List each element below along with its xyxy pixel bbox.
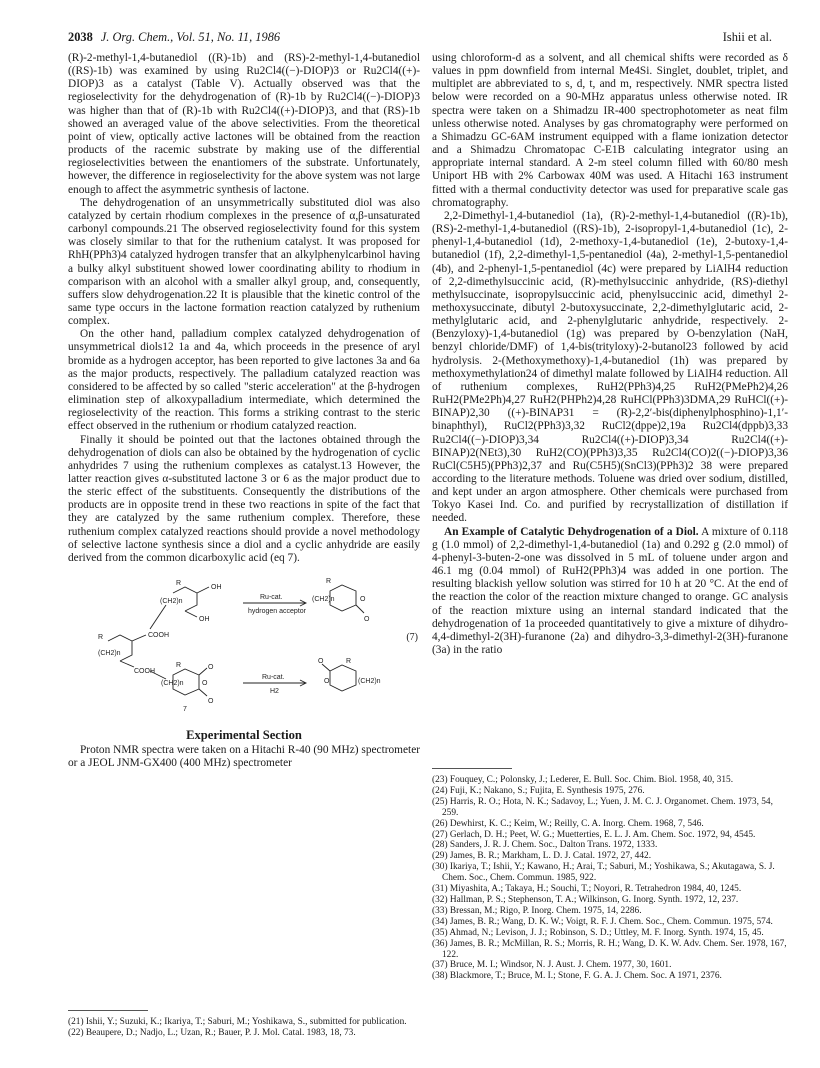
reaction-scheme — [68, 571, 420, 721]
reference-rule — [432, 768, 512, 769]
reference-item: (33) Bressan, M.; Rigo, P. Inorg. Chem. 1975, 14, 2286. — [432, 905, 642, 916]
header-left — [68, 30, 280, 48]
bottom-reagent-sub: H2 — [270, 688, 279, 696]
diol-oh2: OH — [199, 616, 210, 624]
example-paragraph — [432, 526, 788, 658]
top-reagent: Ru-cat. — [260, 594, 283, 602]
diol-bond-oh1 — [197, 587, 209, 593]
lactone-bottom-o-ring: O — [324, 678, 330, 686]
experimental-intro: Proton NMR spectra were taken on a Hitachi R-40 (90 MHz) spectrometer or a JEOL JNM-GX400 (400 MHz) spectrometer — [68, 744, 420, 770]
anhydride-carbonyl1 — [199, 668, 207, 675]
reference-item: (30) Ikariya, T.; Ishii, Y.; Kawano, H.; Arai, T.; Saburi, M.; Yoshikawa, S.; Akutagawa, S. J. Chem. Soc., Chem. Commun. 1985, 922. — [432, 862, 775, 884]
acid-ch2n-label: (CH2)n — [98, 650, 121, 658]
lactone-top-o: O — [360, 596, 366, 604]
lactone-bottom-carbonyl — [322, 664, 330, 671]
reference-item: (36) James, B. R.; McMillan, R. S.; Morris, R. H.; Wang, D. K. W. Adv. Chem. Ser. 1978, 167, 122. — [432, 938, 787, 960]
right-column — [432, 52, 788, 657]
diol-oh1: OH — [211, 584, 222, 592]
footnote: (21) Ishii, Y.; Suzuki, K.; Ikariya, T.; Saburi, M.; Yoshikawa, S., submitted for publication. — [68, 1017, 407, 1027]
acid-cooh-bottom: COOH — [134, 668, 155, 676]
page-header — [68, 30, 772, 48]
left-paragraph-3: On the other hand, palladium complex catalyzed dehydrogenation of unsymmetrical diols12 1a and 4a, which proceeds in the presence of aryl bromide as a hydrogen acceptor, has been reported to give lactones 3a and 6a as the major products, respectively. The palladium catalyzed reaction was considered to be affected by so called "steric acceleration" at the β-hydrogen elimination step of alkoxypalladium intermediate, which determined the regioselectivity of the reaction. This forms a striking contrast to the steric effect observed in the ruthenium or rhodium catalyzed reaction. — [68, 328, 420, 433]
acid-r-label: R — [98, 634, 104, 642]
lactone-top-o2: O — [364, 616, 370, 624]
reference-item: (38) Blackmore, T.; Bruce, M. I.; Stone, F. G. A. J. Chem. Soc. A 1971, 2376. — [432, 971, 722, 982]
left-paragraph-4: Finally it should be pointed out that the lactones obtained through the dehydrogenation of diols can also be obtained by the hydrogenation of cyclic anhydrides 7 using the ruthenium complexes as catalyst.13 However, the latter reaction gives α-substituted lactone 3 or 6 as the major product due to the steric effect of the substituents. Consequently the distributions of the products are in opposite trend in these two reactions in spite of the fact that they are catalyzed by the same ruthenium complex. Therefore, these ruthenium complex catalyzed reactions should provide a novel methodology of selective lactone synthesis since a diol and a cyclic anhydride are easily derived from the common dicarboxylic acid (eq 7). — [68, 433, 420, 564]
reference-item: (29) James, B. R.; Markham, L. D. J. Catal. 1972, 27, 442. — [432, 851, 652, 862]
footnote-rule — [68, 1010, 148, 1011]
lactone-top-r: R — [326, 578, 332, 586]
reference-item: (32) Hallman, P. S.; Stephenson, T. A.; Wilkinson, G. Inorg. Synth. 1972, 12, 237. — [432, 894, 739, 905]
left-column — [68, 52, 420, 771]
left-footnotes — [68, 1002, 420, 1039]
footnote: (22) Beaupere, D.; Nadjo, L.; Uzan, R.; Bauer, P. J. Mol. Catal. 1983, 18, 73. — [68, 1027, 356, 1038]
anhydride-ch2n: (CH2)n — [161, 680, 184, 688]
diol-ch2n-label: (CH2)n — [160, 598, 183, 606]
lactone-bottom-ch2n: (CH2)n — [358, 678, 381, 686]
example-title: An Example of Catalytic Dehydrogenation of a Diol. — [444, 525, 699, 538]
acid-bond-top — [132, 635, 146, 641]
lactone-bottom-ring — [330, 665, 356, 691]
reference-item: (34) James, B. R.; Wang, D. K. W.; Voigt, R. F. J. Chem. Soc., Chem. Commun. 1975, 574. — [432, 916, 773, 927]
reference-item: (25) Harris, R. O.; Hota, N. K.; Sadavoy, L.; Yuen, J. M. C. J. Organomet. Chem. 1973, 54, 259. — [432, 796, 773, 818]
diol-r-label: R — [176, 580, 182, 588]
lactone-bottom-o: O — [318, 658, 324, 666]
lactone-bottom-r: R — [346, 658, 352, 666]
lactone-top-ch2n: (CH2)n — [312, 596, 335, 604]
acid-bond-bottom — [120, 661, 134, 667]
top-reagent-sub: hydrogen acceptor — [248, 608, 306, 616]
anhydride-r: R — [176, 662, 182, 670]
bottom-reagent: Ru-cat. — [262, 674, 285, 682]
reference-item: (24) Fuji, K.; Nakano, S.; Fujita, E. Synthesis 1975, 276. — [432, 785, 645, 796]
compound-7-label: 7 — [183, 706, 187, 714]
acid-cooh-top: COOH — [148, 632, 169, 640]
reference-item: (26) Dewhirst, K. C.; Keim, W.; Reilly, C. A. Inorg. Chem. 1968, 7, 546. — [432, 818, 704, 829]
acid-skeleton — [108, 635, 132, 661]
journal-citation: J. Org. Chem., Vol. 51, No. 11, 1986 — [100, 30, 281, 44]
branch-up — [150, 605, 166, 629]
reference-item: (23) Fouquey, C.; Polonsky, J.; Lederer, E. Bull. Soc. Chim. Biol. 1958, 40, 315. — [432, 775, 734, 785]
reference-item: (37) Bruce, M. I.; Windsor, N. J. Aust. J. Chem. 1977, 30, 1601. — [432, 960, 672, 971]
experimental-section-title: Experimental Section — [186, 728, 302, 743]
anhydride-carbonyl2 — [199, 689, 207, 696]
right-paragraph-1: using chloroform-d as a solvent, and all chemical shifts were recorded as δ values in ppm downfield from internal Me4Si. Singlet, doublet, triplet, and multiplet are abbreviated to s, d, t, and m, respectively. NMR spectra listed below were recorded on a 90-MHz apparatus unless otherwise noted. IR spectra were taken on a Shimadzu IR-400 spectrophotometer as neat film unless otherwise noted. Analyses by gas chromatography were performed on a Shimadzu GC-6AM instrument equipped with a flame ionization detector and a Shimadzu Chromatopac C-E1B calculating integrator using an appropriate internal standard. A 2-m steel column filled with 60/80 mesh Uniport HB with 2% Carbowax 40M was used. A Hitachi 163 instrument fitted with a thermal conductivity detector was used for preparative scale gas chromatography. — [432, 52, 788, 209]
reference-item: (31) Miyashita, A.; Takaya, H.; Souchi, T.; Noyori, R. Tetrahedron 1984, 40, 1245. — [432, 884, 742, 895]
lactone-top-carbonyl — [356, 605, 364, 613]
page-number: 2038 — [68, 30, 93, 44]
example-text: A mixture of 0.118 g (1.0 mmol) of 2,2-dimethyl-1,4-butanediol (1a) and 0.292 g (2.0 mmol) of 4-phenyl-3-buten-2-one was dissolved in 5 mL of toluene under argon and 46.1 mg (0.04 mmol) of RuH2(PPh3)4 was added in one portion. The resulting blackish yellow solution was stirred for 10 h at 20 °C. At the end of the reaction the color of the reaction mixture changed to orange. GC analysis of the reaction mixture using an internal standard indicated that the dehydrogenation of 1a proceeded quantitatively to give a mixture of dihydro-4,4-dimethyl-2(3H)-furanone (2a) and dihydro-3,3-dimethyl-2(3H)-furanone (3a) in the ratio — [432, 525, 788, 657]
equation-number: (7) — [406, 632, 418, 644]
scheme-drawing — [68, 571, 420, 721]
reference-list — [432, 760, 788, 982]
reference-item: (28) Sanders, J. R. J. Chem. Soc., Dalton Trans. 1972, 1333. — [432, 840, 658, 851]
header-authors: Ishii et al. — [722, 30, 772, 44]
left-paragraph-2: The dehydrogenation of an unsymmetrically substituted diol was also catalyzed by certain rhodium complexes in the presence of α,β-unsaturated carbonyl compounds.21 The observed regioselectivity found for this system was closely similar to that for the ruthenium catalyst. It was proposed for RhH(PPh3)4 catalyzed hydrogen transfer that an alkylphenylcarbinol having a bulky alkyl substituent showed lower coordinating ability to rhodium in comparison with an alcohol with a smaller alkyl group, and, consequently, suffers slow dehydrogenation.22 It is plausible that the kinetic control of the same type occurs in the lactone formation reaction catalyzed by ruthenium complex. — [68, 196, 420, 328]
right-paragraph-2: 2,2-Dimethyl-1,4-butanediol (1a), (R)-2-methyl-1,4-butanediol ((R)-1b), (RS)-2-methyl-1,4-butanediol ((RS)-1b), 2-isopropyl-1,4-butanediol (1c), 2-phenyl-1,4-butanediol (1d), 2-methoxy-1,4-butanediol (1e), 2-butoxy-1,4-butanediol (1f), 2,2-dimethyl-1,5-pentanediol (4a), 2-methyl-1,5-pentanediol (4b), and 2-phenyl-1,5-pentanediol (4c) were prepared by LiAlH4 reduction of 2,2-dimethylsuccinic acid, (R)-methylsuccinic anhydride, (RS)-diethyl methylsuccinate, isopropylsuccinic acid, phenylsuccinic acid, dimethyl 2-methoxysuccinate, dibutyl 2-butoxysuccinate, 2,2-dimethylglutaric acid, 2-methylglutaric acid, and 2-phenylglutaric anhydride, respectively. 2-(Benzyloxy)-1,4-butanediol (1g) was prepared by O-benzylation (NaH, benzyl chloride/DMF) of 1,4-bis(trityloxy)-2-butanol23 followed by acid hydrolysis. 2-(Methoxymethoxy)-1,4-butanediol (1h) was prepared by methoxymethylation24 of dimethyl malate followed by LiAlH4 reduction. All of ruthenium complexes, RuH2(PPh3)4,25 RuH2(PMePh2)4,26 RuH2(PMe2Ph)4,27 RuH2(PHPh2)4,28 RuHCl(PPh3)3DMA,29 RuHCl((+)-BINAP)2,30 ((+)-BINAP31 = (R)-2,2′-bis(diphenylphosphino)-1,1′-binaphthyl), RuCl2(PPh3)3,32 RuCl2(dppe)2,19a Ru2Cl4(dppb)3,33 Ru2Cl4((−)-DIOP)3,34 Ru2Cl4((+)-DIOP)3,34 Ru2Cl4((+)-BINAP)2(NEt3),30 RuH2(CO)(PPh3)3,35 Ru2Cl4(CO)2((−)-DIOP)3,36 RuCl(C5H5)(PPh3)2,37 and Ru(C5H5)(SnCl3)(PPh3)2 38 were prepared according to the literature methods. Toluene was dried over sodium, distilled, and kept under an argon atmosphere. Other chemicals were purchased from Tokyo Kasei Ind. Co. and purified by recrystallization of distillation if needed. — [432, 209, 788, 525]
anhydride-o2: O — [208, 698, 214, 706]
anhydride-o1: O — [208, 664, 214, 672]
anhydride-o-ring: O — [202, 680, 208, 688]
diol-bond-oh2 — [185, 611, 197, 617]
reference-item: (27) Gerlach, D. H.; Peet, W. G.; Muetterties, E. L. J. Am. Chem. Soc. 1972, 94, 4545. — [432, 829, 756, 840]
left-paragraph-1: (R)-2-methyl-1,4-butanediol ((R)-1b) and (RS)-2-methyl-1,4-butanediol ((RS)-1b) was examined by using Ru2Cl4((−)-DIOP)3 or Ru2Cl4((+)-DIOP)3 as a catalyst (Table V). Actually observed was that the regioselectivity for the dehydrogenation of (R)-1b by Ru2Cl4((−)-DIOP)3 was higher than that of (R)-1b with Ru2Cl4((+)-DIOP)3, and that (RS)-1b showed an averaged value of the above selectivities. From the theoretical point of view, optically active lactones will be obtained from the reaction products of the racemic substrate by making use of the differential regioselectivities between the enantiomers of the substrate. Unfortunately, however, the difference in regioselectivity for the above system was not large enough to affect the asymmetric synthesis of lactone. — [68, 52, 420, 196]
reference-item: (35) Ahmad, N.; Levison, J. J.; Robinson, S. D.; Uttley, M. F. Inorg. Synth. 1974, 15, 45. — [432, 927, 764, 938]
